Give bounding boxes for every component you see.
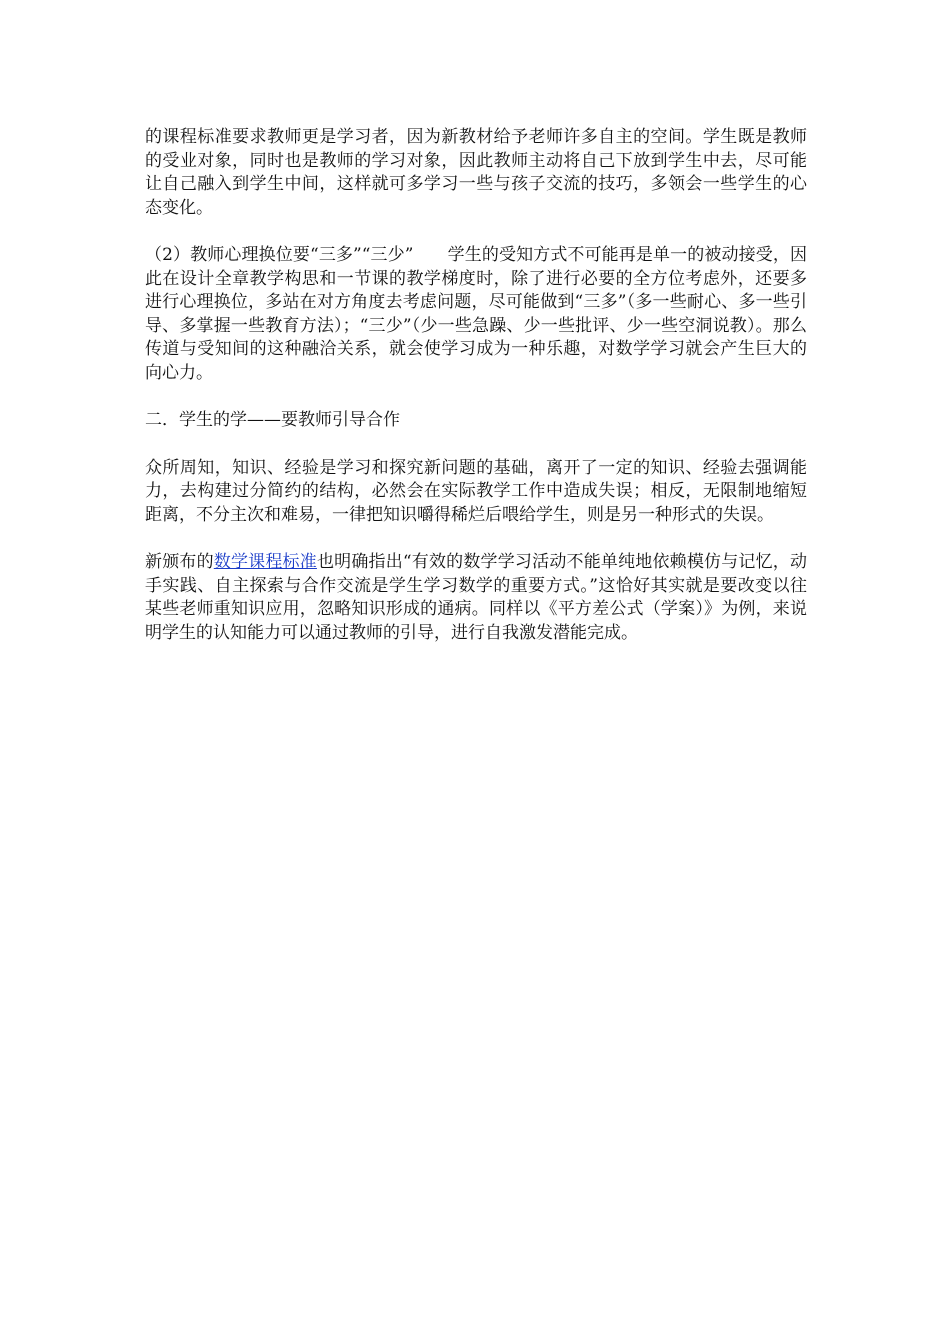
- subsection-body: 学生的受知方式不可能再是单一的被动接受，因此在设计全章教学构思和一节课的教学梯度时，除了进行必要的全方位考虑外，还要多进行心理换位，多站在对方角度去考虑问题，尽可能做到“三多”（多一些耐心、多一些引导、多掌握一些教育方法）；“三少”（少一些急躁、少一些批评、少一些空洞说教）。那么传道与受知间的这种融洽关系，就会使学习成为一种乐趣，对数学学习就会产生巨大的向心力。: [145, 245, 807, 383]
- paragraph-knowledge-experience: 众所周知，知识、经验是学习和探究新问题的基础，离开了一定的知识、经验去强调能力，去构建过分简约的结构，必然会在实际教学工作中造成失误；相反，无限制地缩短距离，不分主次和难易，一律把知识嚼得稀烂后喂给学生，则是另一种形式的失误。: [145, 457, 807, 525]
- text-before-link: 新颁布的: [145, 552, 214, 572]
- section-heading: 二．学生的学——要教师引导合作: [145, 410, 400, 430]
- paragraph-teacher-as-learner: 的课程标准要求教师更是学习者，因为新教材给予老师许多自主的空间。学生既是教师的受业对象，同时也是教师的学习对象，因此教师主动将自己下放到学生中去，尽可能让自己融入到学生中间，这样就可多学习一些与孩子交流的技巧，多领会一些学生的心态变化。: [145, 127, 807, 218]
- curriculum-standard-link[interactable]: 数学课程标准: [213, 552, 317, 572]
- paragraph-psychological-shift: [145, 244, 807, 385]
- text-after-link: 也明确指出“有效的数学学习活动不能单纯地依赖模仿与记忆，动手实践、自主探索与合作交流是学生学习数学的重要方式。”这恰好其实就是要改变以往某些老师重知识应用，忽略知识形成的通病。同样以《平方差公式（学案）》为例，来说明学生的认知能力可以通过教师的引导，进行自我激发潜能完成。: [145, 552, 808, 643]
- document-body: [145, 126, 807, 669]
- subsection-heading: （2）教师心理换位要“三多”“三少”: [145, 245, 414, 265]
- paragraph-curriculum-standard: [145, 551, 807, 645]
